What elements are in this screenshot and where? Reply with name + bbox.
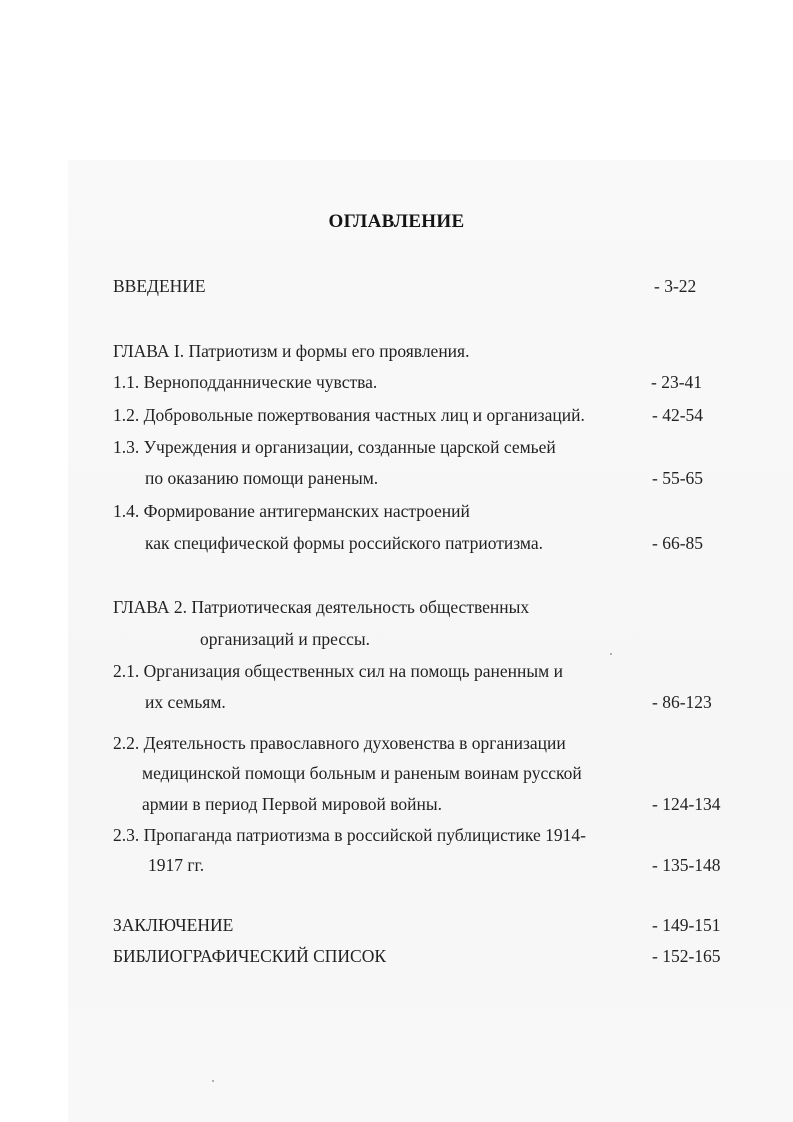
toc-entry: 1.4. Формирование антигерманских настроений — [113, 501, 470, 521]
toc-entry-continuation: по оказанию помощи раненым. — [145, 468, 379, 488]
toc-pages: - 86-123 — [652, 692, 712, 712]
toc-entry-conclusion: ЗАКЛЮЧЕНИЕ — [113, 915, 234, 935]
page-title: ОГЛАВЛЕНИЕ — [328, 211, 465, 232]
toc-pages: - 55-65 — [652, 468, 704, 488]
toc-entry-intro: ВВЕДЕНИЕ — [113, 276, 206, 296]
toc-entry: 1.1. Верноподданнические чувства. — [113, 372, 378, 392]
toc-pages-intro: - 3-22 — [654, 276, 697, 296]
scan-speck — [610, 653, 612, 655]
toc-pages: - 23-41 — [651, 372, 703, 392]
toc-entry: 1.3. Учреждения и организации, созданные царской семьей — [113, 437, 556, 457]
toc-entry: 2.1. Организация общественных сил на помощь раненным и — [113, 661, 563, 681]
chapter-heading-continuation: организаций и прессы. — [200, 629, 371, 649]
toc-entry: 1.2. Добровольные пожертвования частных лиц и организаций. — [113, 405, 585, 425]
scan-speck — [212, 1080, 214, 1082]
toc-entry-continuation: армии в период Первой мировой войны. — [142, 794, 442, 814]
toc-entry: 2.2. Деятельность православного духовенства в организации — [113, 733, 566, 753]
toc-entry-continuation: медицинской помощи больным и раненым воинам русской — [142, 763, 582, 783]
toc-entry-continuation: 1917 гг. — [148, 855, 205, 875]
toc-pages-conclusion: - 149-151 — [652, 915, 721, 935]
toc-pages: - 124-134 — [652, 794, 721, 814]
toc-pages: - 135-148 — [652, 855, 721, 875]
toc-entry-bibliography: БИБЛИОГРАФИЧЕСКИЙ СПИСОК — [113, 946, 387, 966]
toc-entry: 2.3. Пропаганда патриотизма в российской публицистике 1914- — [113, 825, 586, 845]
toc-entry-continuation: как специфической формы российского патриотизма. — [145, 533, 544, 553]
toc-entry-continuation: их семьям. — [145, 692, 226, 712]
toc-pages: - 42-54 — [652, 405, 704, 425]
chapter-heading: ГЛАВА 2. Патриотическая деятельность общественных — [113, 597, 530, 617]
chapter-heading: ГЛАВА I. Патриотизм и формы его проявления. — [113, 341, 470, 361]
scan-shading — [68, 160, 793, 1122]
toc-pages-bibliography: - 152-165 — [652, 946, 721, 966]
toc-pages: - 66-85 — [652, 533, 704, 553]
